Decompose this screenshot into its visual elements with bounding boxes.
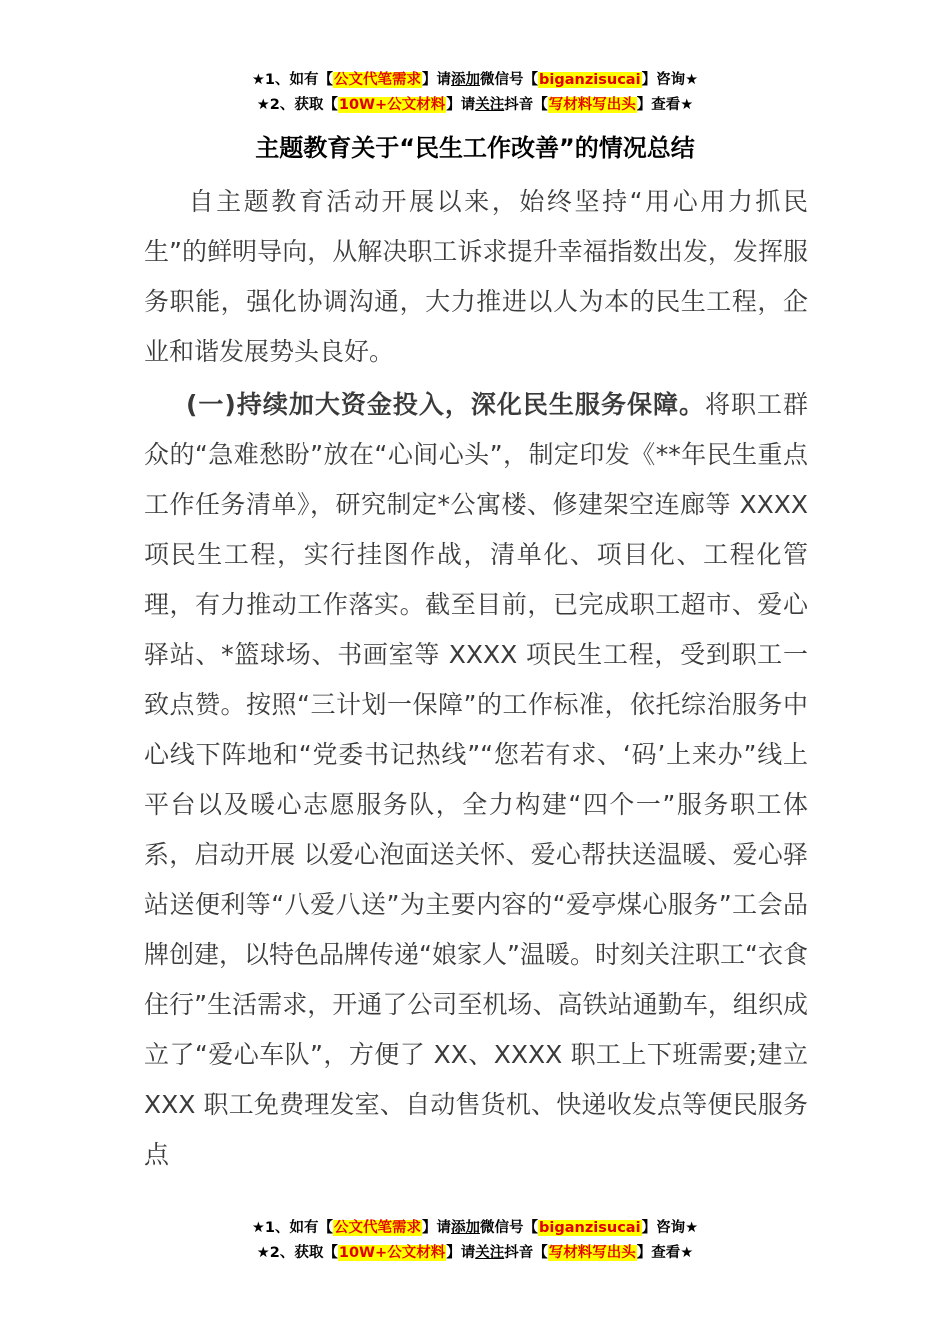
banner-highlight: 10W+公文材料	[338, 1245, 446, 1261]
banner-highlight-wechat: biganzisucai	[539, 1220, 641, 1236]
banner-text: 抖音【	[504, 1245, 548, 1261]
intro-text: 自主题教育活动开展以来，始终坚持“用心用力抓民生”的鲜明导向，从解决职工诉求提升幸福指数出发，发挥服务职能，强化协调沟通，大力推进以人为本的民生工程，企业和谐发展势头良好。	[144, 187, 808, 366]
banner-text: 】请	[422, 72, 452, 88]
banner-underline: 关注	[475, 97, 505, 113]
banner-text: 】查看★	[636, 97, 694, 113]
document-title: 主题教育关于“民生工作改善”的情况总结	[255, 134, 695, 162]
banner-text: 】咨询★	[641, 1220, 699, 1236]
banner-text: 】咨询★	[641, 72, 699, 88]
banner-text: 微信号【	[480, 72, 539, 88]
banner-highlight-douyin: 写材料写出头	[548, 1245, 636, 1261]
banner-underline: 关注	[475, 1245, 505, 1261]
banner-text: ★1、如有【	[251, 1220, 334, 1236]
banner-line-1	[0, 1216, 950, 1241]
banner-highlight-douyin: 写材料写出头	[548, 97, 636, 113]
banner-line-1	[0, 68, 950, 93]
banner-underline: 添加	[451, 1220, 481, 1236]
intro-paragraph	[144, 177, 808, 377]
banner-text: 】请	[422, 1220, 452, 1236]
banner-text: 】查看★	[636, 1245, 694, 1261]
header-banner	[0, 68, 950, 118]
banner-highlight-wechat: biganzisucai	[539, 72, 641, 88]
banner-text: ★2、获取【	[256, 97, 338, 113]
section-1-paragraph	[144, 380, 808, 1180]
footer-banner	[0, 1216, 950, 1266]
section-1-heading: (一)持续加大资金投入，深化民生服务保障。	[186, 390, 705, 419]
banner-text: 】请	[446, 97, 476, 113]
banner-text: 抖音【	[504, 97, 548, 113]
banner-text: ★2、获取【	[256, 1245, 338, 1261]
banner-highlight: 10W+公文材料	[338, 97, 446, 113]
banner-text: ★1、如有【	[251, 72, 334, 88]
banner-underline: 添加	[451, 72, 481, 88]
banner-highlight: 公文代笔需求	[334, 1220, 422, 1236]
banner-line-2	[0, 1241, 950, 1266]
banner-text: 】请	[446, 1245, 476, 1261]
section-1-body: 将职工群众的“急难愁盼”放在“心间心头”，制定印发《**年民生重点工作任务清单》，研究制定*公寓楼、修建架空连廊等 XXXX 项民生工程，实行挂图作战，清单化、项目化、工程化管理，有力推动工作落实。截至目前，已完成职工超市、爱心驿站、*篮球场、书画室等 XXXX 项民生工程，受到职工一致点赞。按照“三计划一保障”的工作标准，依托综治服务中心线下阵地和“党委书记热线”“您若有求、‘码’上来办”线上平台以及暖心志愿服务队，全力构建“四个一”服务职工体系，启动开展 以爱心泡面送关怀、爱心帮扶送温暖、爱心驿站送便利等“八爱八送”为主要内容的“爱亭煤心服务”工会品牌创建，以特色品牌传递“娘家人”温暖。时刻关注职工“衣食住行”生活需求，开通了公司至机场、高铁站通勤车，组织成立了“爱心车队”，方便了 XX、XXXX 职工上下班需要;建立 XXX 职工免费理发室、自动售货机、快递收发点等便民服务点	[144, 390, 808, 1169]
banner-text: 微信号【	[480, 1220, 539, 1236]
banner-line-2	[0, 93, 950, 118]
banner-highlight: 公文代笔需求	[334, 72, 422, 88]
